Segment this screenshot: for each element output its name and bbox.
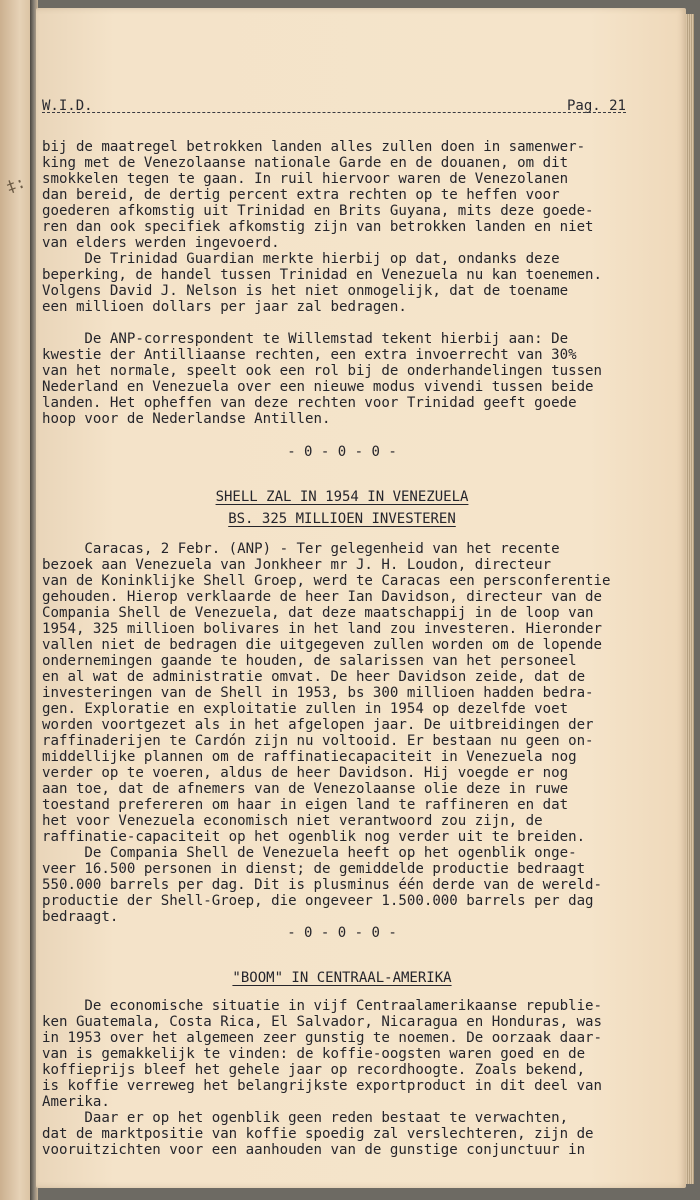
text-line: gehouden. Hierop verklaarde de heer Ian Davidson, directeur van de [42,589,603,605]
text-line: aan toe, dat de afnemers van de Venezolaanse olie deze in ruwe [42,781,569,797]
text-line: van de Koninklijke Shell Groep, werd te Caracas een persconferentie [42,573,611,589]
text-line: 1954, 325 millioen bolivares in het land zou investeren. Hieronder [42,621,603,637]
margin-annotation: ‡: [3,172,28,197]
text-line: kwestie der Antilliaanse rechten, een extra invoerrecht van 30% [42,347,577,363]
section-continuation-text [42,139,642,427]
text-line: worden voortgezet als in het afgelopen jaar. De uitbreidingen der [42,717,594,733]
text-line: verder op te voeren, aldus de heer Davidson. Hij voegde er nog [42,765,569,781]
text-line: en al wat de administratie omvat. De heer Davidson zeide, dat de [42,669,586,685]
text-line: gen. Exploratie en exploitatie zullen in 1954 op dezelfde voet [42,701,569,717]
text-line: koffieprijs bleef het gehele jaar op recordhoogte. Zoals bekend, [42,1062,586,1078]
text-line: vallen niet de bedragen die uitgegeven zullen worden om de lopende [42,637,603,653]
publication-code: W.I.D. [42,98,93,114]
text-line: van elders werden ingevoerd. [42,235,280,251]
text-line: smokkelen tegen te gaan. In ruil hiervoor waren de Venezolanen [42,171,569,187]
article-body-shell [42,541,642,925]
article-title-line-1: SHELL ZAL IN 1954 IN VENEZUELA [215,489,469,505]
text-line: toestand prefereren om haar in eigen land te raffineren en dat [42,797,569,813]
article-title-boom: "BOOM" IN CENTRAAL-AMERIKA [232,970,452,986]
article-title-line-2: BS. 325 MILLIOEN INVESTEREN [228,511,456,527]
text-line: Volgens David J. Nelson is het niet onmogelijk, dat de toename [42,283,569,299]
text-line: De Compania Shell de Venezuela heeft op het ogenblik onge- [42,845,577,861]
text-line: king met de Venezolaanse nationale Garde en de douanen, om dit [42,155,569,171]
page-number: Pag. 21 [566,98,626,114]
page-stack-edge [686,14,694,1184]
text-line: landen. Het opheffen van deze rechten voor Trinidad geeft goede [42,395,577,411]
text-line: dat de marktpositie van koffie spoedig zal verslechteren, zijn de [42,1126,594,1142]
text-line: een millioen dollars per jaar zal bedragen. [42,299,407,315]
text-line: Nederland en Venezuela over een nieuwe modus vivendi tussen beide [42,379,594,395]
text-line: Caracas, 2 Febr. (ANP) - Ter gelegenheid van het recente [42,541,560,557]
text-line: raffinatie-capaciteit op het ogenblik nog verder uit te breiden. [42,829,586,845]
text-line: Daar er op het ogenblik geen reden bestaat te verwachten, [42,1110,569,1126]
text-line: goederen afkomstig uit Trinidad en Brits Guyana, mits deze goede- [42,203,594,219]
section-separator: - 0 - 0 - 0 - [287,925,397,941]
text-line: 550.000 barrels per dag. Dit is plusminus één derde van de wereld- [42,877,603,893]
text-line: veer 16.500 personen in dienst; de gemiddelde productie bedraagt [42,861,586,877]
text-line [42,315,642,331]
text-line: bij de maatregel betrokken landen alles zullen doen in samenwer- [42,139,586,155]
text-line: ren dan ook specifiek afkomstig zijn van betrokken landen en niet [42,219,594,235]
text-line: is koffie verreweg het belangrijkste exportproduct in dit deel van [42,1078,603,1094]
text-line: dan bereid, de dertig percent extra rechten op te heffen voor [42,187,560,203]
text-line: hoop voor de Nederlandse Antillen. [42,411,331,427]
text-line: Amerika. [42,1094,110,1110]
text-line: productie der Shell-Groep, die ongeveer 1.500.000 barrels per dag [42,893,594,909]
text-line: middellijke plannen om de raffinatiecapaciteit in Venezuela nog [42,749,577,765]
text-line: beperking, de handel tussen Trinidad en Venezuela nu kan toenemen. [42,267,603,283]
text-line: raffinaderijen te Cardón zijn nu voltooid. Er bestaan nu geen on- [42,733,594,749]
text-line: Compania Shell de Venezuela, dat deze maatschappij in de loop van [42,605,594,621]
text-line: De economische situatie in vijf Centraalamerikaanse republie- [42,998,603,1014]
article-body-central-america [42,998,642,1158]
text-line: bedraagt. [42,909,119,925]
header-rule [42,112,626,113]
text-line: ondernemingen gaande te houden, de salarissen van het personeel [42,653,577,669]
text-line: investeringen van de Shell in 1953, bs 300 millioen hadden bedra- [42,685,594,701]
text-line: van het normale, speelt ook een rol bij de onderhandelingen tussen [42,363,603,379]
text-line: van is gemakkelijk te vinden: de koffie-oogsten waren goed en de [42,1046,586,1062]
text-line: in 1953 over het algemeen zeer gunstig te noemen. De oorzaak daar- [42,1030,603,1046]
text-line: vooruitzichten voor een aanhouden van de gunstige conjunctuur in [42,1142,586,1158]
text-line: het voor Venezuela economisch niet verantwoord zou zijn, de [42,813,543,829]
section-separator: - 0 - 0 - 0 - [287,444,397,460]
text-line: ken Guatemala, Costa Rica, El Salvador, Nicaragua en Honduras, was [42,1014,603,1030]
text-line: De ANP-correspondent te Willemstad tekent hierbij aan: De [42,331,569,347]
text-line: bezoek aan Venezuela van Jonkheer mr J. H. Loudon, directeur [42,557,552,573]
text-line: De Trinidad Guardian merkte hierbij op dat, ondanks deze [42,251,560,267]
